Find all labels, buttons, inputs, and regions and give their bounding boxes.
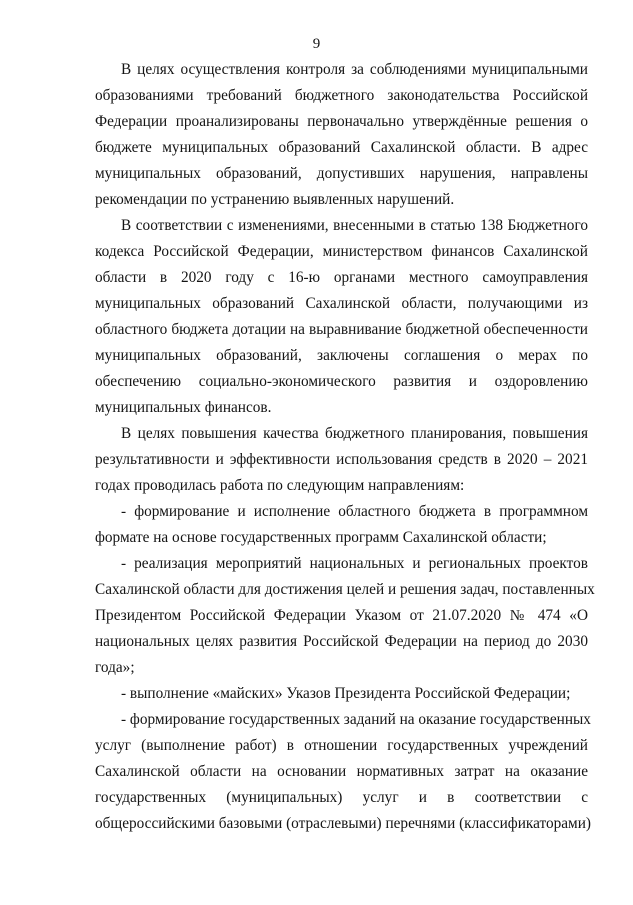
- paragraph-7-line-5: общероссийскими базовыми (отраслевыми) перечнями (классификаторами): [95, 815, 592, 832]
- paragraph-1-line-1: В целях осуществления контроля за соблюдениями муниципальными: [121, 61, 588, 78]
- paragraph-1-line-6: рекомендации по устранению выявленных нарушений.: [95, 191, 455, 208]
- paragraph-5-line-5: года»;: [95, 659, 135, 676]
- paragraph-1-line-5: муниципальных образований, допустивших нарушения, направлены: [95, 165, 588, 182]
- paragraph-7-line-4: государственных (муниципальных) услуг и в соответствии с: [95, 789, 588, 806]
- paragraph-4-line-2: формате на основе государственных программ Сахалинской области;: [95, 529, 547, 546]
- paragraph-7-line-3: Сахалинской области на основании нормативных затрат на оказание: [95, 763, 588, 780]
- paragraph-5-line-1: - реализация мероприятий национальных и региональных проектов: [121, 555, 588, 572]
- paragraph-3-line-3: годах проводилась работа по следующим направлениям:: [95, 477, 465, 494]
- paragraph-2-line-1: В соответствии с изменениями, внесенными в статью 138 Бюджетного: [121, 217, 588, 234]
- paragraph-5-line-2: Сахалинской области для достижения целей и решения задач, поставленных: [95, 581, 595, 598]
- paragraph-2-line-7: обеспечению социально-экономического развития и оздоровлению: [95, 373, 588, 390]
- paragraph-2-line-5: областного бюджета дотации на выравнивание бюджетной обеспеченности: [95, 321, 588, 338]
- paragraph-2-line-8: муниципальных финансов.: [95, 399, 272, 416]
- paragraph-7-line-2: услуг (выполнение работ) в отношении государственных учреждений: [95, 737, 588, 754]
- paragraph-5-line-4: национальных целях развития Российской Федерации на период до 2030: [95, 633, 588, 650]
- paragraph-6-line-1: - выполнение «майских» Указов Президента Российской Федерации;: [121, 685, 571, 702]
- paragraph-1-line-4: бюджете муниципальных образований Сахалинской области. В адрес: [95, 139, 588, 156]
- paragraph-1-line-2: образованиями требований бюджетного законодательства Российской: [95, 87, 588, 104]
- paragraph-3-line-2: результативности и эффективности использования средств в 2020 – 2021: [95, 451, 588, 468]
- paragraph-2-line-3: области в 2020 году с 16-ю органами местного самоуправления: [95, 269, 588, 286]
- page-number: 9: [312, 36, 321, 52]
- paragraph-7-line-1: - формирование государственных заданий на оказание государственных: [121, 711, 591, 728]
- paragraph-2-line-4: муниципальных образований Сахалинской области, получающими из: [95, 295, 588, 312]
- paragraph-1-line-3: Федерации проанализированы первоначально утверждённые решения о: [95, 113, 588, 130]
- paragraph-3-line-1: В целях повышения качества бюджетного планирования, повышения: [121, 425, 588, 442]
- paragraph-5-line-3: Президентом Российской Федерации Указом от 21.07.2020 № 474 «О: [95, 607, 588, 624]
- paragraph-2-line-2: кодекса Российской Федерации, министерством финансов Сахалинской: [95, 243, 588, 260]
- paragraph-4-line-1: - формирование и исполнение областного бюджета в программном: [121, 503, 588, 520]
- paragraph-2-line-6: муниципальных образований, заключены соглашения о мерах по: [95, 347, 588, 364]
